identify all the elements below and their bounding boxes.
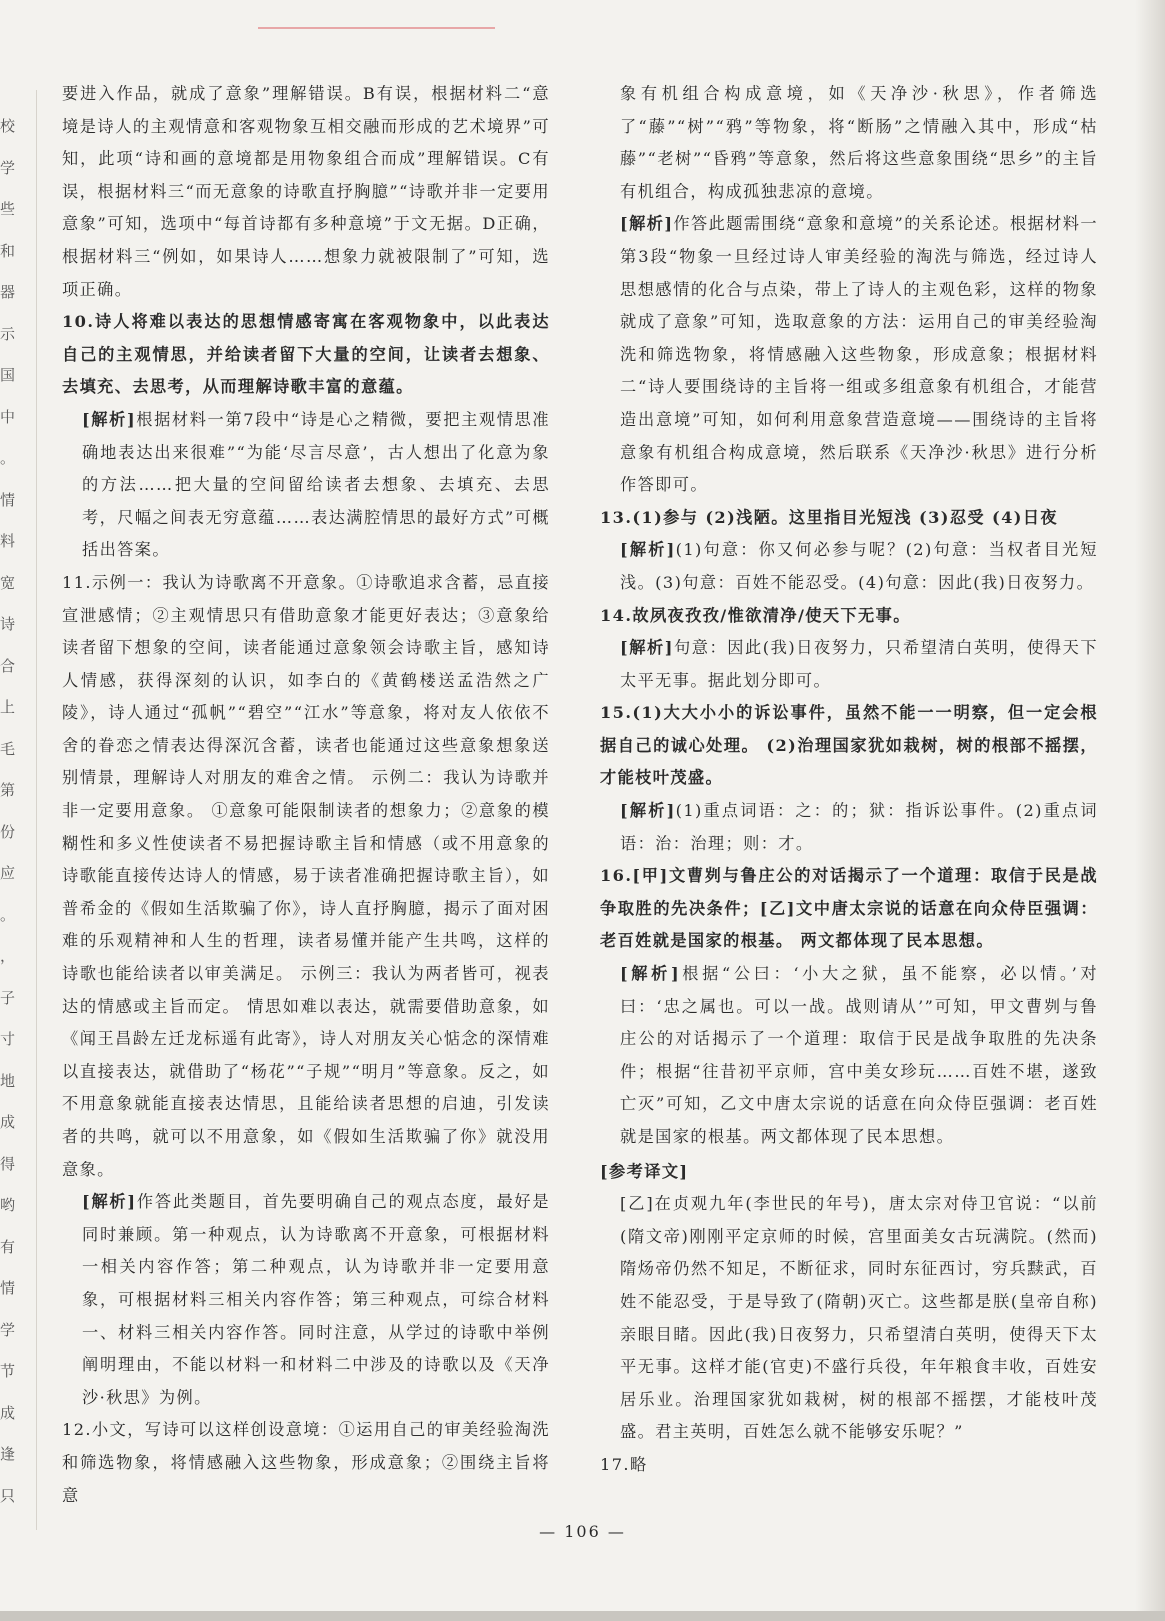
bleed-char: 示 <box>0 324 16 343</box>
top-decorative-rule <box>258 27 495 29</box>
bleed-char: 子 <box>0 988 16 1007</box>
answer-16-analysis: [解析]根据“公曰：‘小大之狱，虽不能察，必以情。’对曰：‘忠之属也。可以一战。战则请从’”可知，甲文曹刿与鲁庄公的对话揭示了一个道理：取信于民是战争取胜的先决条件；根据“往昔初平京师，宫中美女珍玩……百姓不堪，遂致亡灭”可知，乙文中唐太宗说的话意在向众侍臣强调：老百姓就是国家的根基。两文都体现了民本思想。 <box>620 964 1099 1146</box>
bleed-char: 成 <box>0 1403 16 1422</box>
bleed-char: 份 <box>0 822 16 841</box>
answer-14-analysis: [解析]句意：因此(我)日夜努力，只希望清白英明，使得天下太平无事。据此划分即可。 <box>620 638 1098 690</box>
bleed-char: 和 <box>0 241 16 260</box>
left-column <box>62 78 550 1512</box>
page-number: — 106 — <box>539 1522 626 1541</box>
bleed-char: 学 <box>0 158 16 177</box>
bleed-char: 应 <box>0 864 16 882</box>
answer-12-continued: 象有机组合构成意境，如《天净沙·秋思》，作者筛选了“藤”“树”“鸦”等物象，将“断肠”之情融入其中，形成“枯藤”“老树”“昏鸦”等意象，然后将这些意象围绕“思乡”的主旨有机组合，构成孤独悲凉的意境。 <box>620 84 1098 201</box>
page-bottom-edge <box>0 1611 1165 1621</box>
answer-13-analysis: [解析](1)句意：你又何必参与呢？(2)句意：当权者目光短浅。(3)句意：百姓不能忍受。(4)句意：因此(我)日夜努力。 <box>620 540 1098 592</box>
bleed-char: 情 <box>0 1279 16 1297</box>
bleed-char: 寸 <box>0 1030 16 1048</box>
reference-translation-text: [乙]在贞观九年(李世民的年号)，唐太宗对侍卫官说：“以前(隋文帝)刚刚平定京师的时候，宫里面美女古玩满院。(然而)隋炀帝仍然不知足，不断征求，同时东征西讨，穷兵黩武，百姓不能忍受，于是导致了(隋朝)灭亡。这些都是朕(皇帝自称)亲眼目睹。因此(我)日夜努力，只希望清白英明，使得天下太平无事。这样才能(官吏)不盛行兵役，年年粮食丰收，百姓安居乐业。治理国家犹如栽树，树的根部不摇摆，才能枝叶茂盛。君主英明，百姓怎么就不能够安乐呢？” <box>620 1194 1098 1442</box>
bleed-char: 些 <box>0 200 16 218</box>
answer-10: 10.诗人将难以表达的思想情感寄寓在客观物象中，以此表达自己的主观情思，并给读者留下大量的空间，让读者去想象、去填充、去思考，从而理解诗歌丰富的意蕴。 <box>62 312 550 397</box>
answer-14: 14.故夙夜孜孜/惟欲清净/使天下无事。 <box>600 605 911 625</box>
bleed-char: 国 <box>0 366 16 384</box>
answer-11-analysis: [解析]作答此类题目，首先要明确自己的观点态度，最好是同时兼顾。第一种观点，认为诗歌离不开意象，可根据材料一相关内容作答；第二种观点，认为诗歌并非一定要用意象，可根据材料三相关内容作答；第三种观点，可综合材料一、材料三相关内容作答。同时注意，从学过的诗歌中举例阐明理由，不能以材料一和材料二中涉及的诗歌以及《天净沙·秋思》为例。 <box>82 1192 550 1407</box>
bleed-char: 第 <box>0 781 16 799</box>
bleed-char: 节 <box>0 1362 16 1380</box>
right-column <box>600 78 1098 1482</box>
bleed-char: 哟 <box>0 1196 16 1214</box>
bleed-char: 有 <box>0 1237 16 1256</box>
bleed-char: 料 <box>0 532 16 550</box>
answer-12: 12.小文，写诗可以这样创设意境：①运用自己的审美经验淘洗和筛选物象，将情感融入这些物象，形成意象；②围绕主旨将意 <box>62 1420 550 1505</box>
bleed-char: 上 <box>0 698 16 716</box>
reference-translation-title: [参考译文] <box>600 1161 689 1181</box>
bleed-char: 得 <box>0 1154 16 1173</box>
answer-9-continued: 要进入作品，就成了意象”理解错误。B有误，根据材料二“意境是诗人的主观情意和客观物象互相交融而形成的艺术境界”可知，此项“诗和画的意境都是用物象组合而成”理解错误。C有误，根据材料三“而无意象的诗歌直抒胸臆”“诗歌并非一定要用意象”可知，选项中“每首诗都有多种意境”于文无据。D正确，根据材料三“例如，如果诗人……想象力就被限制了”可知，选项正确。 <box>62 84 550 299</box>
page-edge-shadow <box>1135 0 1165 1621</box>
answer-11: 11.示例一：我认为诗歌离不开意象。①诗歌追求含蓄，忌直接宣泄感情；②主观情思只有借助意象才能更好表达；③意象给读者留下想象的空间，读者能通过意象领会诗歌主旨，感知诗人情感，获得深刻的认识，如李白的《黄鹤楼送孟浩然之广陵》，诗人通过“孤帆”“碧空”“江水”等意象，将对友人依依不舍的眷恋之情表达得深沉含蓄，读者也能通过这些意象想象送别情景，理解诗人对朋友的难舍之情。 示例二：我认为诗歌并非一定要用意象。 ①意象可能限制读者的想象力；②意象的模糊性和多义性使读者不易把握诗歌主旨和情感（或不用意象的诗歌能直接传达诗人的情感，易于读者准确把握诗歌主旨），如普希金的《假如生活欺骗了你》，诗人直抒胸臆，揭示了面对困难的乐观精神和人生的哲理，读者易懂并能产生共鸣，这样的诗歌也能给读者以审美满足。 示例三：我认为两者皆可，视表达的情感或主旨而定。 情思如难以表达，就需要借助意象，如《闻王昌龄左迁龙标遥有此寄》，诗人对朋友关心惦念的深情难以直接表达，就借助了“杨花”“子规”“明月”等意象。反之，如不用意象就能直接表达情思，且能给读者思想的启迪，引发读者的共鸣，就可以不用意象，如《假如生活欺骗了你》就没用意象。 <box>62 572 550 1179</box>
bleed-char: 成 <box>0 1113 16 1131</box>
gutter-line <box>36 90 37 1530</box>
bleed-char: 校 <box>0 117 16 135</box>
answer-17: 17.略 <box>600 1454 648 1474</box>
bleed-char: ， <box>0 947 16 965</box>
bleed-char: 器 <box>0 283 16 301</box>
bleed-char: 情 <box>0 490 16 509</box>
bleed-char: 宽 <box>0 573 16 592</box>
bleed-char: 。 <box>0 905 16 924</box>
bleed-char: 学 <box>0 1320 16 1339</box>
bleed-char: 诗 <box>0 615 16 633</box>
bleed-char: 中 <box>0 407 16 426</box>
answer-13: 13.(1)参与 (2)浅陋。这里指目光短浅 (3)忍受 (4)日夜 <box>600 507 1058 527</box>
bleed-char: 毛 <box>0 739 16 758</box>
answer-15-analysis: [解析](1)重点词语：之：的；狱：指诉讼事件。(2)重点词语：治：治理；则：才。 <box>620 801 1098 853</box>
answer-10-analysis: [解析]根据材料一第7段中“诗是心之精微，要把主观情思准确地表达出来很难”“为能‘尽言尽意’，古人想出了化意为象的方法……把大量的空间留给读者去想象、去填充、去思考，尺幅之间表无穷意蕴……表达满腔情思的最好方式”可概括出答案。 <box>82 409 550 560</box>
bleed-char: 只 <box>0 1486 16 1505</box>
answer-15: 15.(1)大大小小的诉讼事件，虽然不能一一明察，但一定会根据自己的诚心处理。 (2)治理国家犹如栽树，树的根部不摇摆，才能枝叶茂盛。 <box>600 703 1098 788</box>
answer-16: 16.[甲]文曹刿与鲁庄公的对话揭示了一个道理：取信于民是战争取胜的先决条件；[乙]文中唐太宗说的话意在向众侍臣强调：老百姓就是国家的根基。 两文都体现了民本思想。 <box>600 866 1098 951</box>
bleed-char: 。 <box>0 449 16 467</box>
answer-12-analysis: [解析]作答此题需围绕“意象和意境”的关系论述。根据材料一第3段“物象一旦经过诗人审美经验的淘洗与筛选，经过诗人思想感情的化合与点染，带上了诗人的主观色彩，这样的物象就成了意象”可知，选取意象的方法：运用自己的审美经验淘洗和筛选物象，将情感融入这些物象，形成意象；根据材料二“诗人要围绕诗的主旨将一组或多组意象有机组合，才能营造出意境”可知，如何利用意象营造意境——围绕诗的主旨将意象有机组合构成意境，然后联系《天净沙·秋思》进行分析作答即可。 <box>620 214 1098 495</box>
bleed-char: 逢 <box>0 1445 16 1463</box>
bleed-char: 地 <box>0 1071 16 1090</box>
bleed-char: 合 <box>0 656 16 675</box>
